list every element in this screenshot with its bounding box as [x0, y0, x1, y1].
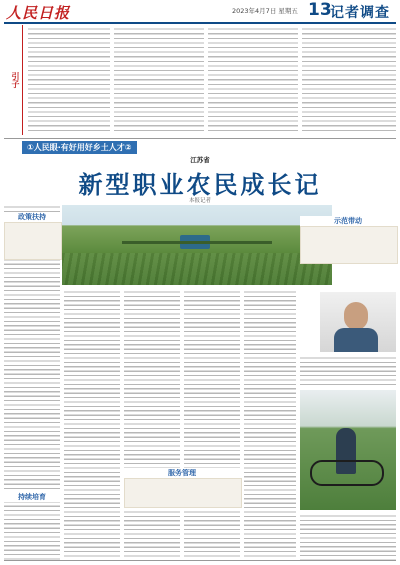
subhead-service-management: 服务管理 [124, 468, 240, 478]
vehicle-shape [310, 460, 384, 486]
article-column-7 [300, 514, 396, 560]
intro-text-column-3 [208, 27, 298, 131]
side-photo-field-worker [300, 390, 396, 510]
page-number: 13 [308, 0, 332, 20]
intro-text-column-1 [28, 27, 110, 131]
intro-text-column-2 [114, 27, 204, 131]
section-name: 记者调查 [330, 5, 390, 21]
subhead-ongoing-cultivation: 持续培育 [4, 492, 60, 502]
article-title: 新型职业农民成长记 [78, 170, 322, 199]
intro-label: 引子 [4, 25, 23, 135]
pull-quote-right [300, 226, 398, 264]
portrait-photo [320, 292, 396, 352]
article-column-4 [184, 290, 240, 560]
sprayer-boom-shape [122, 241, 272, 244]
intro-rule [4, 138, 396, 139]
article-column-5 [244, 290, 296, 560]
portrait-body-shape [334, 328, 378, 352]
pull-quote-left [4, 222, 62, 260]
subhead-demonstration-right: 示范带动 [300, 216, 396, 226]
portrait-face-shape [344, 302, 368, 330]
article-column-2 [64, 290, 120, 560]
header-rule [4, 22, 396, 24]
series-tag: ①人民眼·有好用好乡土人才② [22, 141, 137, 154]
article-byline: 本报记者 [188, 198, 211, 204]
article-column-6 [300, 356, 396, 386]
main-photo-farm-field [62, 205, 332, 285]
pull-quote-bottom [124, 478, 242, 508]
intro-text-column-4 [302, 27, 396, 131]
subhead-policy-support: 政策扶持 [4, 212, 60, 222]
crop-rows-shape [62, 253, 332, 285]
intro-band [4, 25, 396, 135]
article-deck: 江苏省 [190, 156, 210, 164]
masthead-logo: 人民日报 [6, 4, 71, 22]
footer-rule [4, 560, 396, 561]
article-column-3 [124, 290, 180, 560]
date-line: 2023年4月7日 星期五 [232, 7, 298, 15]
